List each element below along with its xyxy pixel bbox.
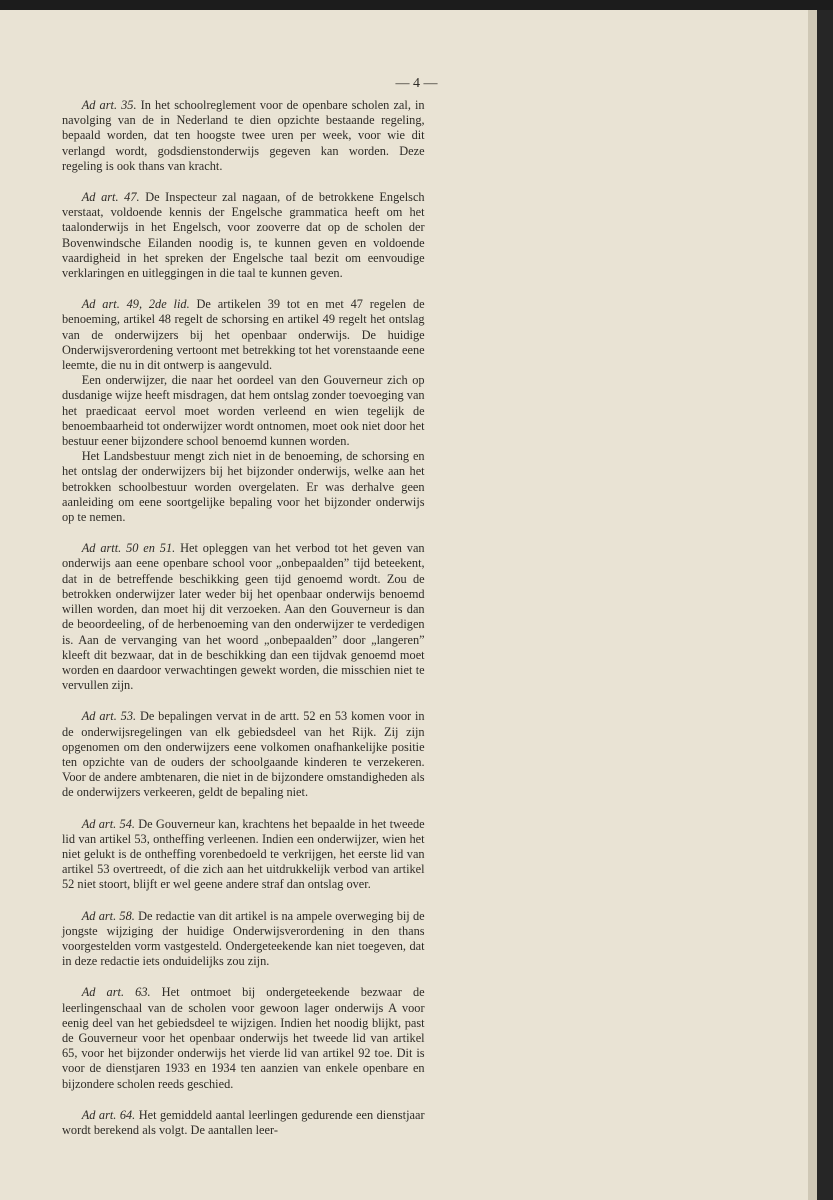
paragraph-art-49-cont-2 [62,449,425,525]
paragraph-art-47 [62,190,425,281]
paragraph-text: Het ontmoet bij ondergeteekende bezwaar de leerlingenschaal van de scholen voor gewoon lager onderwijs A voor eenig deel van het gebiedsdeel te wijzigen. Indien het noodig blijkt, past de Gouverneur voor het openbaar onderwijs het tweede lid van artikel 65, voor het bijzonder onderwijs het vierde lid van artikel 92 toe. Dit is voor de dienstjaren 1933 en 1934 ten aanzien van enkele openbare en bijzondere scholen reeds geschied. [62,985,425,1091]
paragraph-text: De Gouverneur kan, krachtens het bepaalde in het tweede lid van artikel 53, ontheffing verleenen. Indien een onderwijzer, wien het niet gelukt is de ontheffing vorenbedoeld te verkrijgen, het eerste lid van artikel 53 overtreedt, of die zich aan het uitdrukkelijk verbod van artikel 52 niet stoort, blijft er wel geene andere straf dan ontslag over. [62,816,425,892]
article-reference: Ad art. 53. [81,709,137,724]
paragraph-art-49-cont-1 [62,373,425,449]
paragraph-art-54 [62,817,425,893]
page-number: — 4 — [395,76,438,91]
paragraph-art-49 [62,297,425,373]
paragraph-text: Het gemiddeld aantal leerlingen gedurende een dienstjaar wordt berekend als volgt. De aantallen leer- [62,1107,425,1137]
paragraph-art-63 [62,985,425,1091]
paragraph-text: In het schoolreglement voor de openbare scholen zal, in navolging van de in Nederland te dien opzichte bestaande regeling, bepaald worden, dat ten hoogste twee uren per week, voor wie dit verlangd wordt, godsdienstonderwijs gegeven kan worden. Deze regeling is ook thans van kracht. [62,98,425,173]
paragraph-art-50-51 [62,541,425,693]
paragraph-art-53 [62,709,425,800]
paragraph-art-64 [62,1108,425,1138]
book-spine [808,10,817,1200]
paragraph-text: De Inspecteur zal nagaan, of de betrokkene Engelsch verstaat, voldoende kennis der Engelsche grammatica heeft om het taalonderwijs in het Engelsch, voor zooverre dat op de scholen der Bovenwindsche Eilanden noodig is, te kunnen geven en voldoende vaardigheid in het spreken der Engelsche taal bezit om eenvoudige verklaringen en uitleggingen in die taal te kunnen geven. [62,190,425,281]
paragraph-text: Een onderwijzer, die naar het oordeel van den Gouverneur zich op dusdanige wijze heeft misdragen, dat hem ontslag zonder toevoeging van het praedicaat eervol moet worden verleend en wien tegelijk de benoembaarheid tot onderwijzer wordt ontnomen, moet ook niet door het bestuur eener bijzondere school benoemd kunnen worden. [62,373,425,449]
paragraph-text: Het Landsbestuur mengt zich niet in de benoeming, de schorsing en het ontslag der onderwijzers bij het bijzonder onderwijs, welke aan het betrokken schoolbestuur worden overgelaten. Er was derhalve geen aanleiding om eene soortgelijke bepaling voor het bijzonder onderwijs op te nemen. [62,449,425,525]
article-reference: Ad art. 35. [81,98,137,112]
paragraph-text: Het opleggen van het verbod tot het geven van onderwijs aan eene openbare school voor „onbepaalden” tijd beteekent, dat in de betreffende beschikking geen tijd genoemd wordt. Zou de betrokken onderwijzer later weder bij het openbaar onderwijs benoemd willen worden, dan moet hij dit verzoeken. Aan den Gouverneur is dan de beoordeeling, of de herbenoeming van den onderwijzer te verdedigen is. Aan de vervanging van het woord „onbepaalden” door „langeren” kleeft dit bezwaar, dat in de beschikking dan een tijdvak genoemd moet worden en daardoor verwachtingen gewekt worden, die misschien niet te vervullen zijn. [62,541,425,693]
paragraph-art-35 [62,98,425,174]
article-reference: Ad art. 63. [81,985,151,1000]
paragraph-text: De bepalingen vervat in de artt. 52 en 53 komen voor in de onderwijsregelingen van elk gebiedsdeel van het Rijk. Zij zijn opgenomen om den onderwijzers eene volkomen onafhankelijke positie ten opzichte van de ouders der schoolgaande kinderen te verzekeren. Voor de andere ambtenaren, die niet in de bijzondere omstandigheden als de onderwijzers verkeeren, geldt de bepaling niet. [62,709,425,800]
article-reference: Ad art. 54. [81,816,135,831]
document-body [62,98,425,1154]
article-reference: Ad art. 47. [81,190,140,205]
article-reference: Ad artt. 50 en 51. [81,541,176,556]
scan-edge [817,10,833,1200]
paragraph-text: De redactie van dit artikel is na ampele overweging bij de jongste wijziging der huidige Onderwijsverordening in den thans voorgestelden vorm vastgesteld. Ondergeteekende kan niet toegeven, dat in deze redactie iets onduidelijks zou zijn. [62,908,425,969]
article-reference: Ad art. 49, 2de lid. [81,297,190,312]
paragraph-text: De artikelen 39 tot en met 47 regelen de benoeming, artikel 48 regelt de schorsing en artikel 49 regelt het ontslag van de onderwijzers bij het openbaar onderwijs. De huidige Onderwijsverordening vertoont met betrekking tot het vorenstaande eene leemte, die nu in dit ontwerp is aangevuld. [62,297,425,373]
article-reference: Ad art. 64. [81,1107,136,1122]
paragraph-art-58 [62,909,425,970]
article-reference: Ad art. 58. [81,908,135,923]
